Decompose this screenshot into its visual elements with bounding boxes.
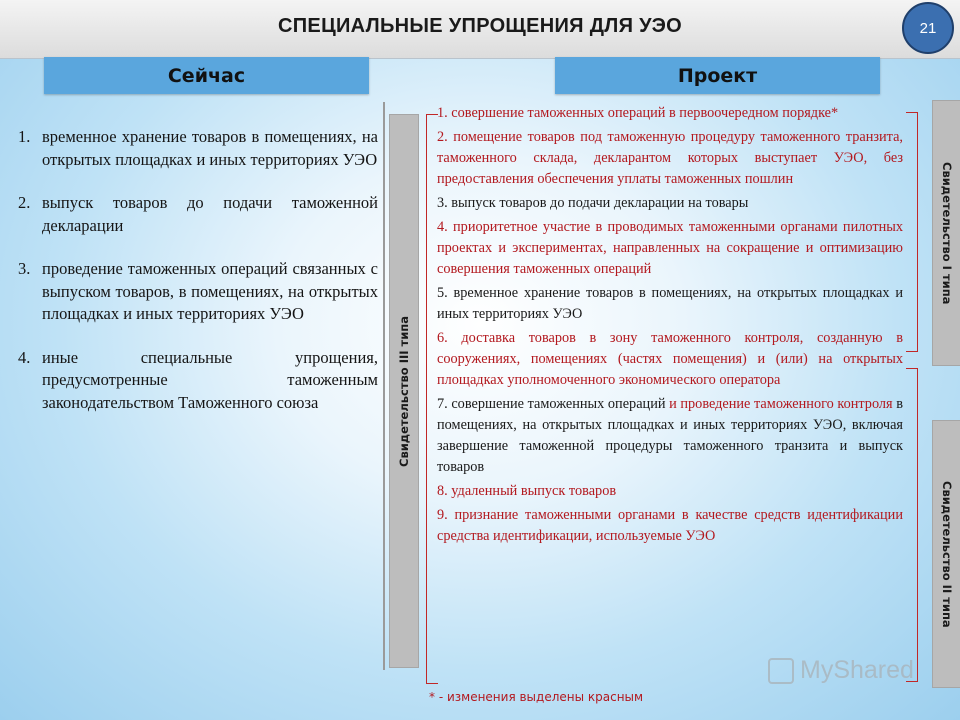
list-item: 2. помещение товаров под таможенную процедуру таможенного транзита, таможенного склада, декларантом которых выступает УЭО, без предоставления обеспечения уплаты таможенных пошлин — [437, 129, 903, 187]
item-number: 2. — [18, 193, 31, 212]
list-item: 8. удаленный выпуск товаров — [437, 483, 617, 499]
list-item — [437, 394, 903, 478]
cert-type-3-label: Свидетельство III типа — [397, 315, 411, 467]
item-text: временное хранение товаров в помещениях, на открытых площадках и иных территориях УЭО — [42, 127, 378, 169]
project-simplifications-list — [437, 103, 903, 550]
item-number: 3. — [18, 259, 31, 278]
watermark-logo-icon — [768, 658, 794, 684]
list-item: 1. совершение таможенных операций в первоочередном порядке* — [437, 105, 839, 121]
item-text-part: 7. совершение таможенных операций — [437, 396, 666, 412]
list-item: 3. выпуск товаров до подачи декларации на товары — [437, 195, 749, 211]
cert-type-3-bar — [389, 114, 419, 668]
column-divider — [383, 102, 385, 670]
list-item: 4. приоритетное участие в проводимых таможенными органами пилотных проектах и экспериментах, направленных на сокращение и оптимизацию совершения таможенных операций — [437, 219, 903, 277]
current-simplifications-list — [18, 126, 378, 435]
item-number: 4. — [18, 347, 31, 367]
item-text: проведение таможенных операций связанных с выпуском товаров, в помещениях, на открытых площадках и иных территориях УЭО — [42, 259, 378, 323]
list-item: 6. доставка товаров в зону таможенного контроля, созданную в сооружениях, помещениях (частях помещения) и (или) на открытых площадках уполномоченного экономического оператора — [437, 330, 903, 388]
title-bar — [0, 0, 960, 59]
cert-type-1-label: Свидетельство I типа — [940, 161, 954, 305]
right-bracket-bottom — [906, 368, 918, 682]
cert-type-1-bar — [932, 100, 960, 366]
item-number: 1. — [18, 127, 31, 146]
list-item — [18, 258, 378, 326]
cert-type-2-label: Свидетельство II типа — [940, 480, 954, 628]
list-item: 5. временное хранение товаров в помещениях, на открытых площадках и иных территориях УЭО — [437, 285, 903, 322]
item-text: иные специальные упрощения, предусмотренные таможенным законодательством Таможенного союза — [42, 347, 378, 412]
list-item — [18, 347, 378, 415]
slide-number-badge: 21 — [902, 2, 954, 54]
footnote: * - изменения выделены красным — [429, 690, 644, 704]
item-text-highlight: и проведение таможенного контроля — [665, 396, 893, 412]
right-bracket-top — [906, 112, 918, 352]
list-item — [18, 192, 378, 237]
watermark-text: MyShared — [800, 656, 914, 684]
header-now: Сейчас — [44, 57, 369, 94]
list-item: 9. признание таможенными органами в качестве средств идентификации средства идентификации, используемые УЭО — [437, 507, 903, 544]
cert-type-2-bar — [932, 420, 960, 688]
slide-title: СПЕЦИАЛЬНЫЕ УПРОЩЕНИЯ ДЛЯ УЭО — [278, 15, 682, 37]
item-text: выпуск товаров до подачи таможенной декларации — [42, 193, 378, 235]
watermark — [768, 656, 914, 685]
item-text-part: в помещениях, на открытых площадках и иных территориях УЭО, включая завершение таможенной процедуры таможенного транзита и выпуск товаров — [437, 396, 903, 475]
list-item — [18, 126, 378, 171]
header-project: Проект — [555, 57, 880, 94]
